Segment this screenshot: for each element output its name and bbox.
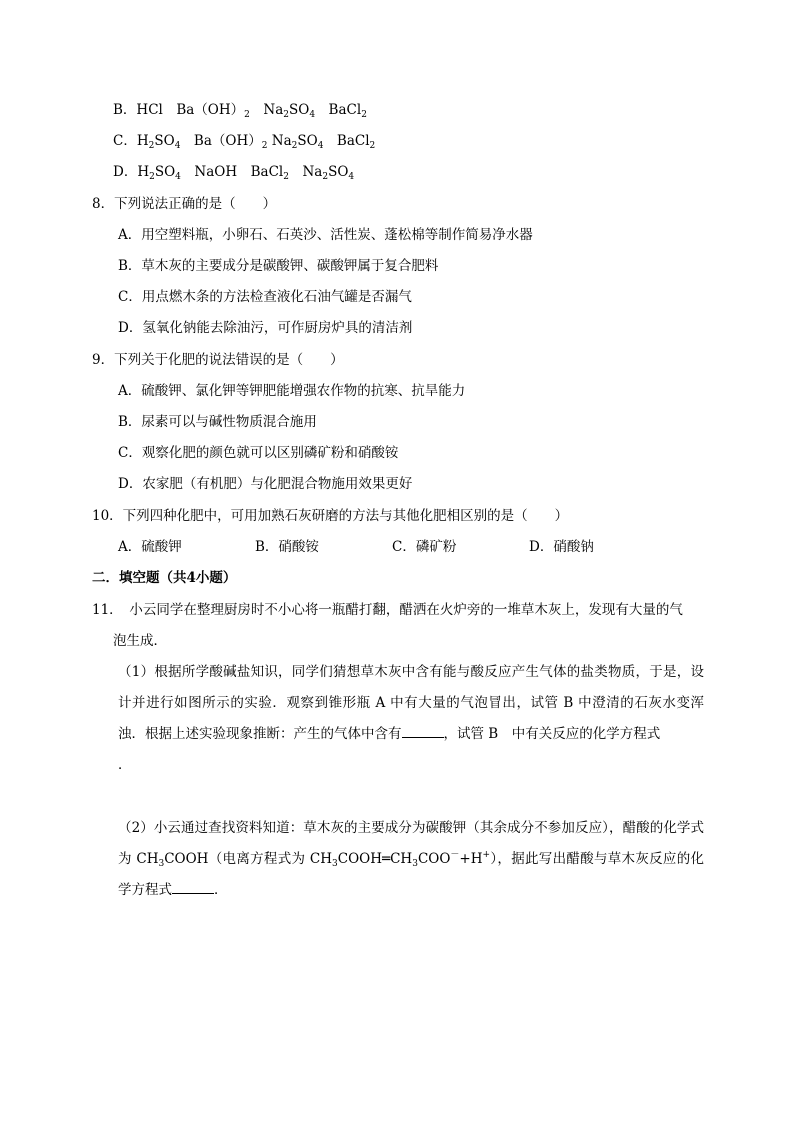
q8-option-d: D．氢氧化钠能去除油污，可作厨房炉具的清洁剂 xyxy=(118,320,413,336)
q10-choices xyxy=(118,537,666,557)
q11-part2-text: （2）小云通过查找资料知道：草木灰的主要成分为碳酸钾（其余成分不参加反应），醋酸的化学式为 $CH_3COOH$（电离方程式为 $CH_3COOH═CH_3COO^-+H^+$），据此写出醋酸与草木灰反应的化学方程式 xyxy=(118,820,704,898)
q7-option-c xyxy=(113,131,375,151)
option-letter: B． xyxy=(113,102,137,118)
q9-option-a: A．硫酸钾、氯化钾等钾肥能增强农作物的抗寒、抗旱能力 xyxy=(118,383,466,399)
option-formula: $H_2SO_4$ NaOH BaCl$_2$ $Na_2SO_4$ xyxy=(137,164,355,182)
q10-choice-b: B．硝酸铵 xyxy=(255,539,319,555)
option-formula: HCl $Ba(OH)_2$ $Na_2SO_4$ BaCl$_2$ xyxy=(136,102,367,120)
answer-blank-2[interactable] xyxy=(172,879,214,894)
q9-option-d: D．农家肥（有机肥）与化肥混合物施用效果更好 xyxy=(118,476,413,492)
q10-choice-d: D．硝酸钠 xyxy=(529,539,594,555)
q8-option-b: B．草木灰的主要成分是碳酸钾、碳酸钾属于复合肥料 xyxy=(118,258,439,274)
q8-option-a: A．用空塑料瓶，小卵石、石英沙、活性炭、蓬松棉等制作简易净水器 xyxy=(118,227,533,243)
q11-part1 xyxy=(118,657,704,781)
q8-stem: 8．下列说法正确的是（ ） xyxy=(92,196,277,212)
q11-part2 xyxy=(118,813,704,906)
q11-part1-text: （1）根据所学酸碱盐知识，同学们猜想草木灰中含有能与酸反应产生气体的盐类物质，于是，设计并进行如图所示的实验．观察到锥形瓶 A 中有大量的气泡冒出，试管 B 中澄清的石灰水变浑浊．根据上述实验现象推断：产生的气体中含有 xyxy=(118,664,704,742)
q11-stem-line2: 泡生成． xyxy=(113,633,167,649)
q7-option-d xyxy=(113,162,354,182)
q10-choice-a: A．硫酸钾 xyxy=(118,539,182,555)
section-title: 二．填空题（共4小题） xyxy=(92,570,237,586)
q11-stem-line1: 11． 小云同学在整理厨房时不小心将一瓶醋打翻，醋洒在火炉旁的一堆草木灰上，发现有大量的气 xyxy=(92,602,683,618)
answer-blank-1[interactable] xyxy=(402,723,444,738)
q8-option-c: C．用点燃木条的方法检查液化石油气罐是否漏气 xyxy=(118,289,412,305)
q10-stem: 10．下列四种化肥中，可用加熟石灰研磨的方法与其他化肥相区别的是（ ） xyxy=(92,508,569,524)
q9-option-b: B．尿素可以与碱性物质混合施用 xyxy=(118,414,317,430)
q10-choice-c: C．磷矿粉 xyxy=(392,539,457,555)
option-letter: D． xyxy=(113,164,138,180)
q9-option-c: C．观察化肥的颜色就可以区别磷矿粉和硝酸铵 xyxy=(118,445,399,461)
q11-part1-end: ． xyxy=(118,757,132,773)
option-letter: C． xyxy=(113,133,137,149)
option-formula: $H_2SO_4$ $Ba(OH)_2$ $Na_2SO_4$ BaCl$_2$ xyxy=(136,133,376,151)
q9-stem: 9．下列关于化肥的说法错误的是（ ） xyxy=(92,352,344,368)
q11-part1-text-cont: ，试管 B 中有关反应的化学方程式 xyxy=(443,726,661,742)
q11-part2-end: ． xyxy=(214,882,228,898)
q7-option-b xyxy=(113,100,367,120)
